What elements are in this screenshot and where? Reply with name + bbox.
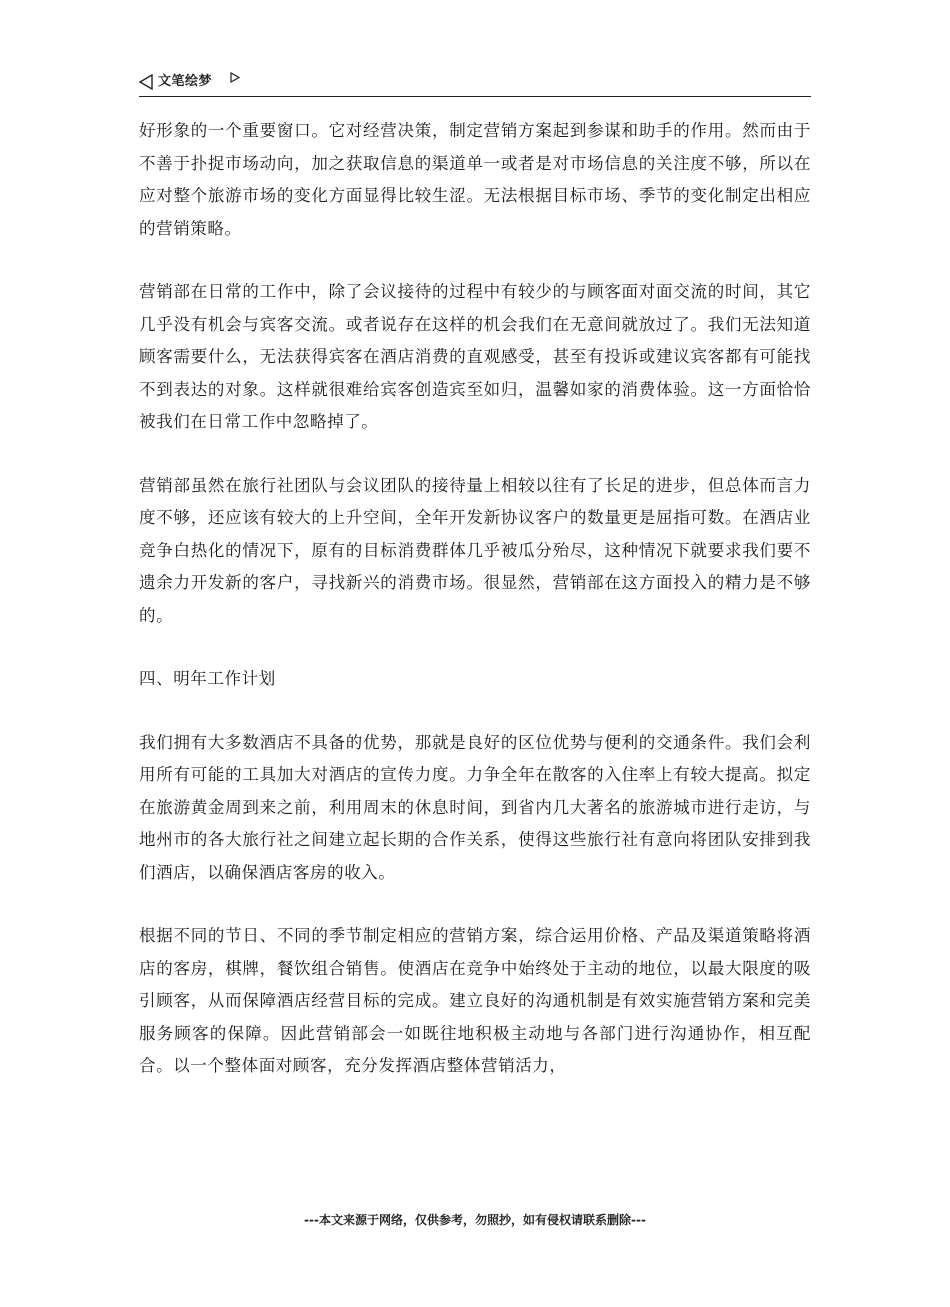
- triangle-right-icon: [230, 72, 240, 83]
- paragraph: 我们拥有大多数酒店不具备的优势，那就是良好的区位优势与便利的交通条件。我们会利用所有可能的工具加大对酒店的宣传力度。力争全年在散客的入住率上有较大提高。拟定在旅游黄金周到来之前，利用周末的休息时间，到省内几大著名的旅游城市进行走访，与地州市的各大旅行社之间建立起长期的合作关系，使得这些旅行社有意向将团队安排到我们酒店，以确保酒店客房的收入。: [139, 732, 811, 882]
- page-header: [139, 72, 811, 97]
- paragraph: 根据不同的节日、不同的季节制定相应的营销方案，综合运用价格、产品及渠道策略将酒店的客房，棋牌，餐饮组合销售。使酒店在竞争中始终处于主动的地位，以最大限度的吸引顾客，从而保障酒店经营目标的完成。建立良好的沟通机制是有效实施营销方案和完美服务顾客的保障。因此营销部会一如既往地积极主动地与各部门进行沟通协作，相互配合。以一个整体面对顾客，充分发挥酒店整体营销活力，: [139, 926, 811, 1075]
- footer-notice: ---本文来源于网络，仅供参考，勿照抄，如有侵权请联系删除---: [304, 1213, 646, 1227]
- triangle-left-icon: [139, 74, 153, 90]
- paragraph: 好形象的一个重要窗口。它对经营决策，制定营销方案起到参谋和助手的作用。然而由于不善于扑捉市场动向，加之获取信息的渠道单一或者是对市场信息的关注度不够，所以在应对整个旅游市场的变化方面显得比较生涩。无法根据目标市场、季节的变化制定出相应的营销策略。: [139, 121, 811, 238]
- document-body: [139, 115, 811, 1114]
- header-brand: 文笔绘梦: [158, 74, 213, 89]
- paragraph: 营销部虽然在旅行社团队与会议团队的接待量上相较以往有了长足的进步，但总体而言力度不够，还应该有较大的上升空间，全年开发新协议客户的数量更是屈指可数。在酒店业竞争白热化的情况下，原有的目标消费群体几乎被瓜分殆尽，这种情况下就要求我们要不遗余力开发新的客户，寻找新兴的消费市场。很显然，营销部在这方面投入的精力是不够的。: [139, 475, 811, 625]
- paragraph: 营销部在日常的工作中，除了会议接待的过程中有较少的与顾客面对面交流的时间，其它几乎没有机会与宾客交流。或者说存在这样的机会我们在无意间就放过了。我们无法知道顾客需要什么，无法获得宾客在酒店消费的直观感受，甚至有投诉或建议宾客都有可能找不到表达的对象。这样就很难给宾客创造宾至如归，温馨如家的消费体验。这一方面恰恰被我们在日常工作中忽略掉了。: [139, 282, 811, 431]
- section-heading: 四、明年工作计划: [139, 669, 276, 688]
